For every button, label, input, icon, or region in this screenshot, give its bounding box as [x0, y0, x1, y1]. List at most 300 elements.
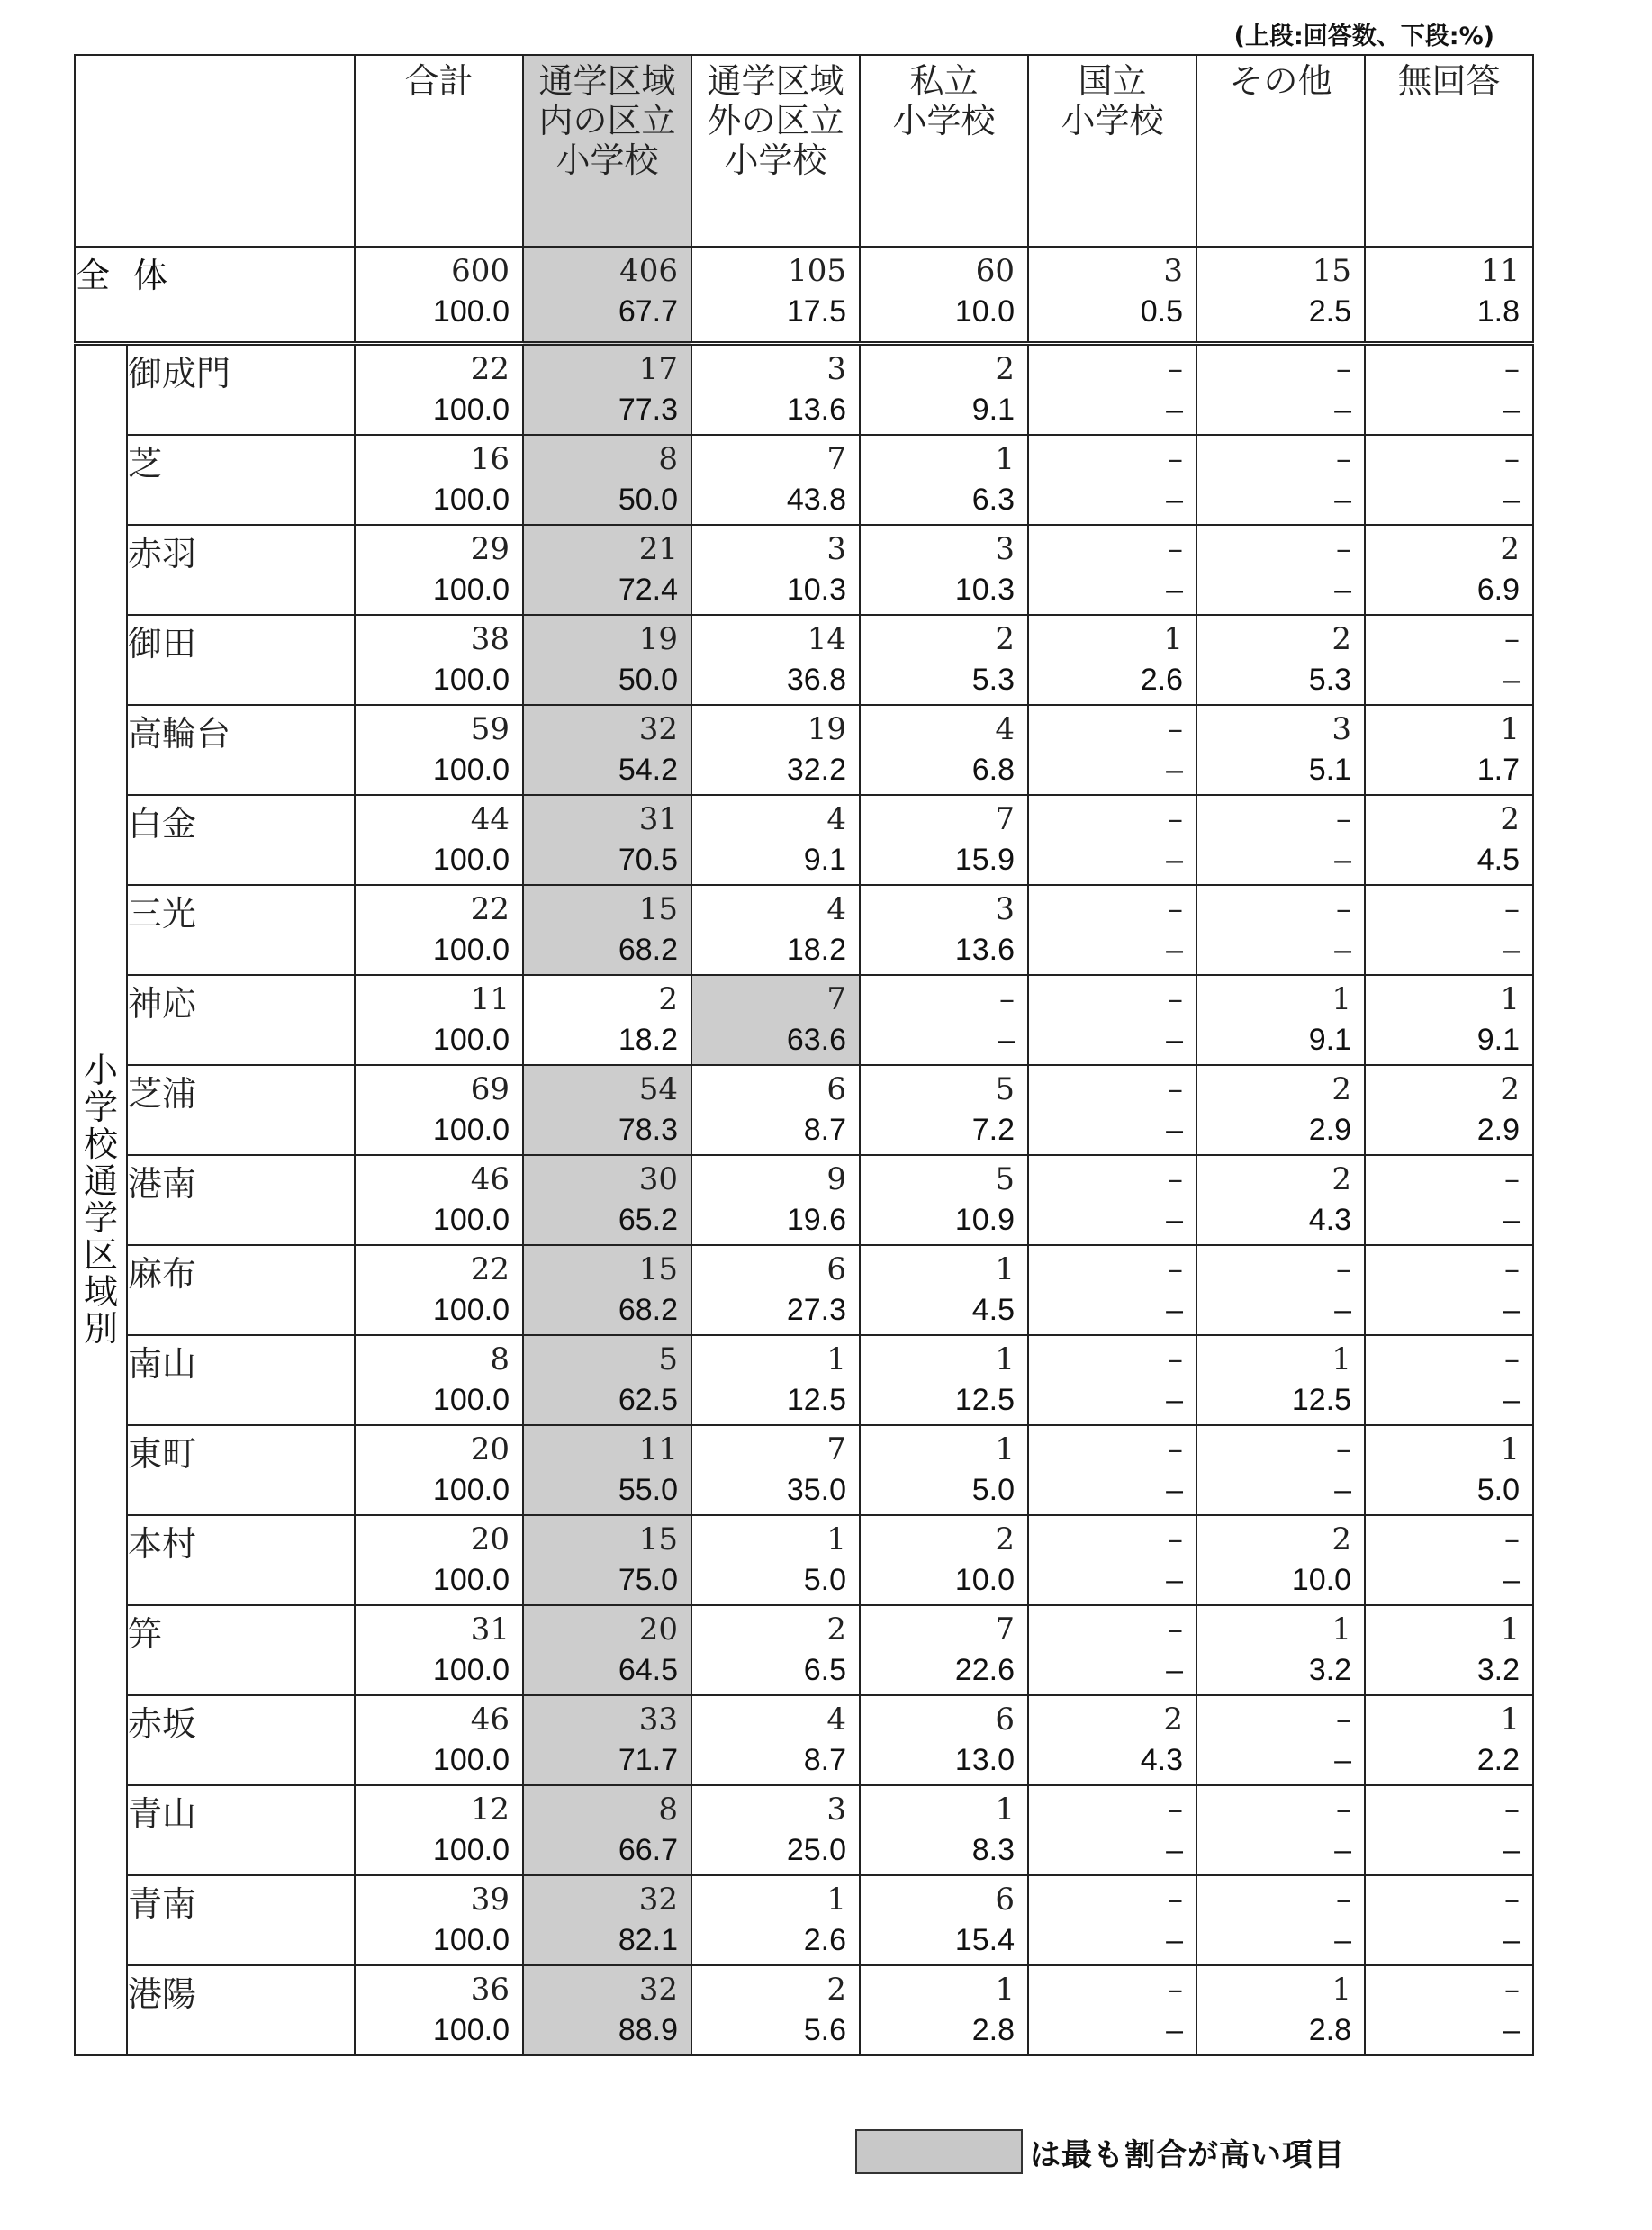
- value-cell: [691, 1335, 860, 1425]
- percent-value: 88.9: [618, 2013, 678, 2047]
- percent-value: 65.2: [618, 1203, 678, 1237]
- table-row: [75, 344, 1533, 436]
- value-cell: [1365, 1155, 1533, 1245]
- percent-value: –: [1334, 1743, 1351, 1777]
- count-value: –: [1168, 1341, 1183, 1377]
- value-cell: [523, 1155, 691, 1245]
- count-value: –: [1168, 1071, 1183, 1107]
- value-cell: [1028, 1875, 1196, 1965]
- value-cell: [523, 1965, 691, 2055]
- area-name: 麻布: [127, 1245, 355, 1335]
- value-cell: [1365, 615, 1533, 705]
- count-value: 2: [1332, 1521, 1351, 1557]
- group-label: 小学校通学区域別: [83, 1051, 118, 1349]
- count-value: 3: [826, 1792, 846, 1828]
- value-cell: [860, 1065, 1028, 1155]
- percent-value: 10.0: [954, 294, 1015, 329]
- count-value: 4: [826, 801, 846, 837]
- area-name: 御田: [127, 615, 355, 705]
- count-value: –: [1168, 981, 1183, 1017]
- table-row: [75, 795, 1533, 885]
- percent-value: 100.0: [432, 1923, 510, 1957]
- value-cell: [691, 795, 860, 885]
- percent-value: 2.8: [971, 2013, 1015, 2047]
- value-cell: [860, 1875, 1028, 1965]
- count-value: –: [1168, 441, 1183, 477]
- value-cell: [860, 247, 1028, 344]
- percent-value: –: [1503, 393, 1520, 427]
- percent-value: –: [1503, 2013, 1520, 2047]
- count-value: 2: [826, 1972, 846, 2008]
- count-value: 7: [826, 1431, 846, 1467]
- value-cell: [355, 1695, 523, 1785]
- count-value: 1: [1500, 1612, 1520, 1648]
- percent-value: 50.0: [618, 663, 678, 697]
- value-cell: [523, 435, 691, 525]
- count-value: 6: [995, 1882, 1015, 1918]
- count-value: 2: [1500, 1071, 1520, 1107]
- percent-value: 55.0: [618, 1473, 678, 1507]
- value-cell: [1196, 1425, 1365, 1515]
- header-label: 通学区域 外の区立 小学校: [707, 61, 844, 180]
- count-value: 7: [826, 981, 846, 1017]
- percent-value: 13.6: [954, 933, 1015, 967]
- value-cell: [355, 247, 523, 344]
- count-value: 2: [995, 1521, 1015, 1557]
- count-value: 2: [995, 351, 1015, 387]
- percent-value: –: [1334, 933, 1351, 967]
- count-value: 8: [658, 1792, 678, 1828]
- survey-table: [74, 54, 1534, 2056]
- value-cell: [523, 1065, 691, 1155]
- count-value: 2: [826, 1612, 846, 1648]
- area-name: 東町: [127, 1425, 355, 1515]
- count-value: 1: [1500, 711, 1520, 747]
- header-out-district: [691, 55, 860, 247]
- count-value: 1: [995, 441, 1015, 477]
- area-name: 芝浦: [127, 1065, 355, 1155]
- area-name: 三光: [127, 885, 355, 975]
- value-cell: [1365, 247, 1533, 344]
- table-row: [75, 1425, 1533, 1515]
- count-value: 5: [995, 1161, 1015, 1197]
- value-cell: [355, 885, 523, 975]
- value-cell: [355, 344, 523, 436]
- percent-value: –: [1503, 1293, 1520, 1327]
- count-value: –: [1168, 1612, 1183, 1648]
- value-cell: [691, 1605, 860, 1695]
- percent-value: 8.7: [803, 1743, 846, 1777]
- value-cell: [691, 435, 860, 525]
- percent-value: –: [1503, 1923, 1520, 1957]
- count-value: –: [1504, 1161, 1520, 1197]
- count-value: 32: [638, 1972, 678, 2008]
- count-value: 2: [1500, 801, 1520, 837]
- count-value: 17: [638, 351, 678, 387]
- header-label: 国立 小学校: [1061, 61, 1164, 140]
- count-value: –: [1336, 891, 1351, 927]
- percent-value: –: [1166, 753, 1183, 787]
- value-cell: [523, 525, 691, 615]
- header-corner: [75, 55, 355, 247]
- area-name: 芝: [127, 435, 355, 525]
- percent-value: 50.0: [618, 483, 678, 517]
- count-value: 31: [638, 801, 678, 837]
- percent-value: 22.6: [954, 1653, 1015, 1687]
- value-cell: [1028, 975, 1196, 1065]
- count-value: 1: [995, 1792, 1015, 1828]
- count-value: –: [1504, 441, 1520, 477]
- value-cell: [523, 1425, 691, 1515]
- percent-value: 2.6: [803, 1923, 846, 1957]
- count-value: 22: [470, 891, 510, 927]
- area-name: 南山: [127, 1335, 355, 1425]
- percent-value: 100.0: [432, 933, 510, 967]
- count-value: –: [1336, 1792, 1351, 1828]
- percent-value: –: [1334, 1923, 1351, 1957]
- percent-value: 15.9: [954, 843, 1015, 877]
- area-name: 青山: [127, 1785, 355, 1875]
- value-cell: [860, 1785, 1028, 1875]
- area-name: 御成門: [127, 344, 355, 436]
- value-cell: [691, 1695, 860, 1785]
- percent-value: –: [1166, 1563, 1183, 1597]
- total-row: [75, 247, 1533, 344]
- count-value: 33: [638, 1702, 678, 1738]
- value-cell: [1196, 1515, 1365, 1605]
- value-cell: [1196, 247, 1365, 344]
- percent-value: 68.2: [618, 1293, 678, 1327]
- value-cell: [1196, 435, 1365, 525]
- percent-value: –: [1334, 573, 1351, 607]
- value-cell: [355, 1155, 523, 1245]
- percent-value: –: [1503, 933, 1520, 967]
- header-label: 通学区域 内の区立 小学校: [538, 61, 676, 180]
- percent-value: –: [1166, 483, 1183, 517]
- percent-value: 2.5: [1308, 294, 1351, 329]
- table-row: [75, 1695, 1533, 1785]
- value-cell: [1028, 1515, 1196, 1605]
- percent-value: –: [1166, 1203, 1183, 1237]
- value-cell: [1365, 705, 1533, 795]
- percent-value: 5.3: [971, 663, 1015, 697]
- percent-value: 100.0: [432, 393, 510, 427]
- percent-value: 12.5: [786, 1383, 846, 1417]
- percent-value: 5.6: [803, 2013, 846, 2047]
- count-value: 32: [638, 1882, 678, 1918]
- count-value: 8: [658, 441, 678, 477]
- percent-value: –: [1334, 843, 1351, 877]
- count-value: –: [999, 981, 1015, 1017]
- count-value: 1: [826, 1341, 846, 1377]
- count-value: 39: [470, 1882, 510, 1918]
- value-cell: [1028, 885, 1196, 975]
- count-value: 1: [1332, 1612, 1351, 1648]
- percent-value: 71.7: [618, 1743, 678, 1777]
- percent-value: 15.4: [954, 1923, 1015, 1957]
- value-cell: [860, 1155, 1028, 1245]
- percent-value: 4.3: [1308, 1203, 1351, 1237]
- count-value: –: [1168, 1251, 1183, 1287]
- header-national: [1028, 55, 1196, 247]
- percent-value: 2.8: [1308, 2013, 1351, 2047]
- value-cell: [1028, 705, 1196, 795]
- percent-value: 100.0: [432, 1743, 510, 1777]
- count-value: –: [1504, 1341, 1520, 1377]
- count-value: 59: [470, 711, 510, 747]
- table-row: [75, 1605, 1533, 1695]
- value-cell: [691, 705, 860, 795]
- count-value: 19: [807, 711, 846, 747]
- percent-value: 13.0: [954, 1743, 1015, 1777]
- header-label: 無回答: [1397, 61, 1501, 101]
- area-name: 高輪台: [127, 705, 355, 795]
- value-cell: [355, 795, 523, 885]
- value-cell: [1028, 1695, 1196, 1785]
- percent-value: –: [1334, 1833, 1351, 1867]
- count-value: 6: [826, 1071, 846, 1107]
- header-total: [355, 55, 523, 247]
- count-value: 29: [470, 531, 510, 567]
- percent-value: 1.7: [1476, 753, 1520, 787]
- percent-value: 3.2: [1308, 1653, 1351, 1687]
- value-cell: [691, 1515, 860, 1605]
- value-cell: [1028, 1965, 1196, 2055]
- count-value: 14: [807, 621, 846, 657]
- percent-value: 100.0: [432, 753, 510, 787]
- percent-value: 2.9: [1308, 1113, 1351, 1147]
- count-value: –: [1336, 1702, 1351, 1738]
- value-cell: [691, 615, 860, 705]
- value-cell: [691, 1965, 860, 2055]
- count-value: 20: [638, 1612, 678, 1648]
- percent-value: 43.8: [786, 483, 846, 517]
- percent-value: 100.0: [432, 294, 510, 329]
- percent-value: 100.0: [432, 573, 510, 607]
- count-value: –: [1504, 1251, 1520, 1287]
- value-cell: [691, 1065, 860, 1155]
- percent-value: 2.6: [1140, 663, 1183, 697]
- value-cell: [1196, 525, 1365, 615]
- count-value: –: [1336, 441, 1351, 477]
- value-cell: [355, 975, 523, 1065]
- count-value: 4: [826, 891, 846, 927]
- value-cell: [1365, 1425, 1533, 1515]
- value-cell: [691, 247, 860, 344]
- value-cell: [1028, 1065, 1196, 1155]
- count-value: 11: [638, 1431, 678, 1467]
- count-value: 8: [490, 1341, 510, 1377]
- value-cell: [523, 615, 691, 705]
- percent-value: 9.1: [803, 843, 846, 877]
- count-value: –: [1336, 1882, 1351, 1918]
- count-value: –: [1504, 891, 1520, 927]
- percent-value: 100.0: [432, 843, 510, 877]
- percent-value: –: [1166, 1833, 1183, 1867]
- count-value: –: [1168, 1521, 1183, 1557]
- percent-value: 4.5: [1476, 843, 1520, 877]
- area-name: 赤羽: [127, 525, 355, 615]
- count-value: 2: [1163, 1702, 1183, 1738]
- count-value: 1: [1500, 1431, 1520, 1467]
- count-value: 406: [619, 253, 678, 289]
- value-cell: [691, 975, 860, 1065]
- value-cell: [1365, 1965, 1533, 2055]
- value-cell: [355, 1515, 523, 1605]
- value-cell: [1365, 795, 1533, 885]
- count-value: 46: [470, 1702, 510, 1738]
- value-cell: [1028, 795, 1196, 885]
- percent-value: 1.8: [1476, 294, 1520, 329]
- table-row: [75, 1965, 1533, 2055]
- percent-value: 75.0: [618, 1563, 678, 1597]
- table-row: [75, 975, 1533, 1065]
- percent-value: 77.3: [618, 393, 678, 427]
- header-private: [860, 55, 1028, 247]
- value-cell: [691, 344, 860, 436]
- value-cell: [1196, 795, 1365, 885]
- value-cell: [1028, 1155, 1196, 1245]
- count-value: 3: [995, 531, 1015, 567]
- value-cell: [860, 525, 1028, 615]
- percent-value: 6.5: [803, 1653, 846, 1687]
- table-row: [75, 1245, 1533, 1335]
- percent-value: 100.0: [432, 483, 510, 517]
- value-cell: [523, 344, 691, 436]
- count-value: 15: [638, 891, 678, 927]
- value-cell: [1028, 247, 1196, 344]
- count-value: 30: [638, 1161, 678, 1197]
- value-cell: [1365, 1785, 1533, 1875]
- percent-value: 100.0: [432, 1113, 510, 1147]
- value-cell: [1028, 435, 1196, 525]
- count-value: –: [1336, 801, 1351, 837]
- percent-value: 100.0: [432, 1203, 510, 1237]
- count-value: –: [1504, 621, 1520, 657]
- percent-value: –: [1166, 1293, 1183, 1327]
- percent-value: 5.0: [971, 1473, 1015, 1507]
- value-cell: [1365, 1245, 1533, 1335]
- count-value: –: [1168, 1882, 1183, 1918]
- value-cell: [355, 435, 523, 525]
- count-value: 1: [995, 1431, 1015, 1467]
- count-value: 6: [826, 1251, 846, 1287]
- percent-value: 10.9: [954, 1203, 1015, 1237]
- value-cell: [523, 247, 691, 344]
- count-value: 7: [995, 1612, 1015, 1648]
- count-value: 3: [1163, 253, 1183, 289]
- count-value: 22: [470, 351, 510, 387]
- value-cell: [691, 1245, 860, 1335]
- value-cell: [355, 615, 523, 705]
- value-cell: [355, 1245, 523, 1335]
- value-cell: [860, 1605, 1028, 1695]
- value-cell: [523, 885, 691, 975]
- value-cell: [1196, 615, 1365, 705]
- percent-value: –: [1166, 393, 1183, 427]
- count-value: 22: [470, 1251, 510, 1287]
- count-value: 1: [1500, 981, 1520, 1017]
- value-cell: [860, 435, 1028, 525]
- count-value: 20: [470, 1521, 510, 1557]
- value-cell: [691, 1875, 860, 1965]
- percent-value: 100.0: [432, 1653, 510, 1687]
- count-value: –: [1168, 1161, 1183, 1197]
- percent-value: 6.9: [1476, 573, 1520, 607]
- count-value: 9: [826, 1161, 846, 1197]
- count-value: 1: [1332, 1972, 1351, 2008]
- table-row: [75, 1155, 1533, 1245]
- value-cell: [523, 1245, 691, 1335]
- count-value: 31: [470, 1612, 510, 1648]
- count-value: 20: [470, 1431, 510, 1467]
- value-cell: [1196, 1695, 1365, 1785]
- count-value: 2: [1500, 531, 1520, 567]
- header-row: [75, 55, 1533, 247]
- count-value: 15: [1312, 253, 1351, 289]
- value-cell: [860, 705, 1028, 795]
- value-cell: [860, 344, 1028, 436]
- value-cell: [355, 525, 523, 615]
- percent-value: 6.8: [971, 753, 1015, 787]
- value-cell: [1365, 1695, 1533, 1785]
- percent-value: 18.2: [618, 1023, 678, 1057]
- percent-value: –: [1503, 483, 1520, 517]
- value-cell: [1196, 1335, 1365, 1425]
- count-value: –: [1168, 351, 1183, 387]
- count-value: 32: [638, 711, 678, 747]
- count-value: –: [1336, 531, 1351, 567]
- percent-value: 9.1: [1476, 1023, 1520, 1057]
- percent-value: –: [1334, 483, 1351, 517]
- percent-value: 32.2: [786, 753, 846, 787]
- count-value: –: [1336, 1251, 1351, 1287]
- percent-value: –: [1503, 663, 1520, 697]
- header-no-answer: [1365, 55, 1533, 247]
- percent-value: 64.5: [618, 1653, 678, 1687]
- percent-value: 5.0: [1476, 1473, 1520, 1507]
- count-value: 2: [1332, 1161, 1351, 1197]
- percent-value: –: [1166, 1113, 1183, 1147]
- percent-value: 10.3: [954, 573, 1015, 607]
- count-value: –: [1168, 1431, 1183, 1467]
- table-row: [75, 1785, 1533, 1875]
- percent-value: 17.5: [786, 294, 846, 329]
- percent-value: 3.2: [1476, 1653, 1520, 1687]
- count-value: 16: [470, 441, 510, 477]
- header-other: [1196, 55, 1365, 247]
- count-value: –: [1168, 891, 1183, 927]
- count-value: –: [1504, 1792, 1520, 1828]
- count-value: 7: [826, 441, 846, 477]
- count-value: 36: [470, 1972, 510, 2008]
- count-value: 19: [638, 621, 678, 657]
- count-value: 4: [995, 711, 1015, 747]
- value-cell: [523, 1875, 691, 1965]
- value-cell: [1028, 1785, 1196, 1875]
- count-value: 3: [826, 351, 846, 387]
- count-value: 6: [995, 1702, 1015, 1738]
- table-row: [75, 885, 1533, 975]
- total-label: 全体: [75, 247, 355, 344]
- area-name: 白金: [127, 795, 355, 885]
- percent-value: 7.2: [971, 1113, 1015, 1147]
- percent-value: 8.7: [803, 1113, 846, 1147]
- count-value: 60: [975, 253, 1015, 289]
- percent-value: 100.0: [432, 1383, 510, 1417]
- percent-value: 0.5: [1140, 294, 1183, 329]
- value-cell: [1196, 1065, 1365, 1155]
